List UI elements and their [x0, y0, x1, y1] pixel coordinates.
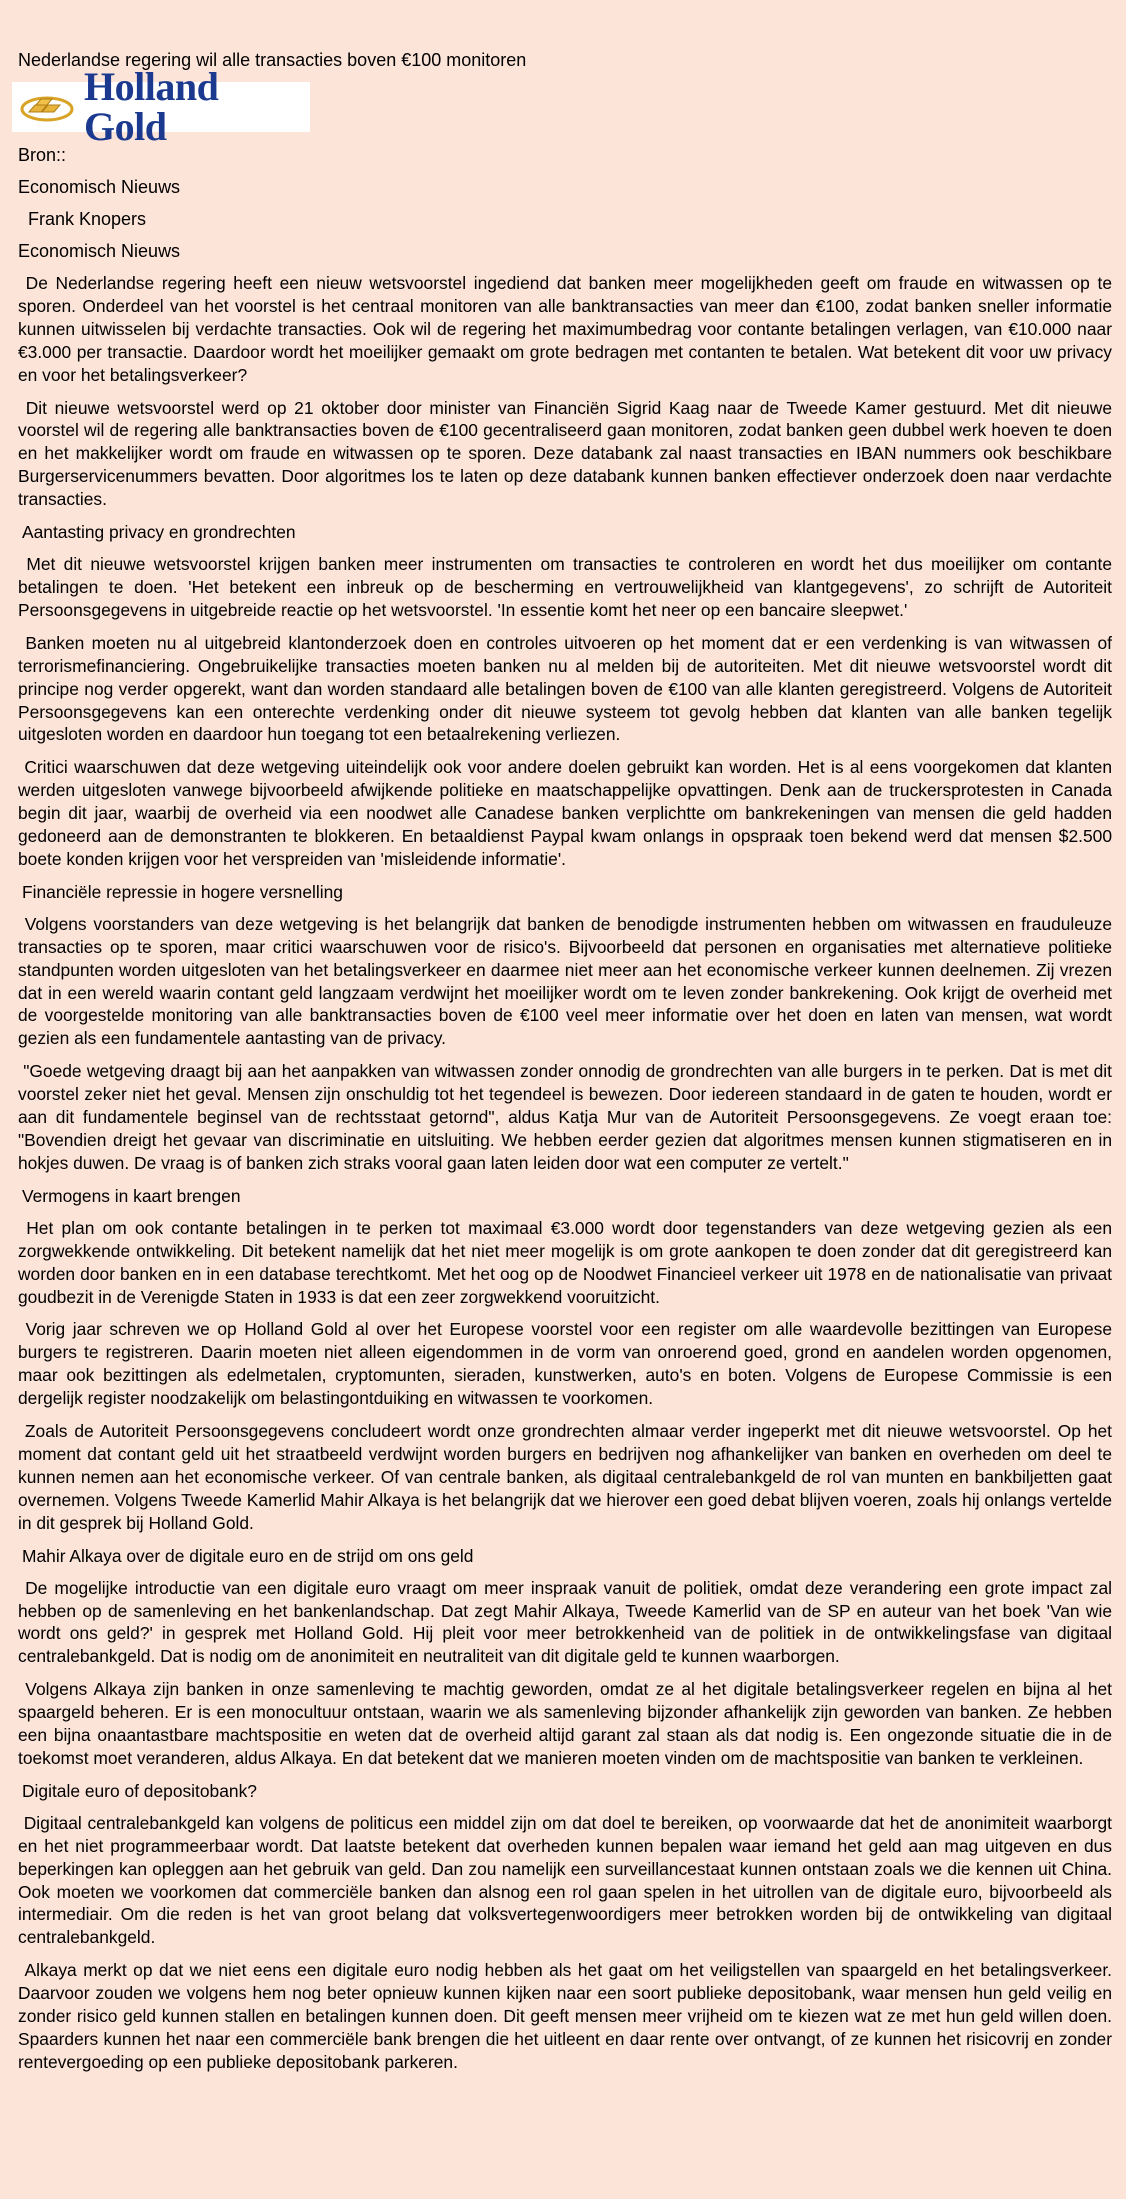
publication-name: Economisch Nieuws [18, 241, 181, 261]
source-label: Bron:: [18, 145, 67, 165]
source-name: Economisch Nieuws [18, 177, 181, 197]
section-heading: Aantasting privacy en grondrechten [22, 522, 296, 543]
holland-gold-logo [12, 64, 310, 149]
body-paragraph: Volgens voorstanders van deze wetgeving is het belangrijk dat banken de benodigde instrumenten hebben om witwassen en frauduleuze transacties op te sporen, maar critici waarschuwen voor de risico's. Bijvoorbeeld dat personen en organisaties met alternatieve politieke standpunten worden uitgesloten van het betalingsverkeer en daarmee niet meer aan het economische verkeer kunnen deelnemen. Zij vrezen dat in een wereld waarin contant geld langzaam verdwijnt het moeilijker wordt om te leven zonder bankrekening. Ook krijgt de overheid met de voorgestelde monitoring van alle banktransacties boven de €100 veel meer informatie over het doen en laten van mensen, wat wordt gezien als een fundamentele aantasting van de privacy. [18, 913, 1112, 1049]
logo-wordmark: Holland Gold [84, 64, 219, 149]
article-body [18, 272, 1112, 2074]
body-paragraph: Digitaal centralebankgeld kan volgens de politicus een middel zijn om dat doel te bereiken, op voorwaarde dat het de anonimiteit waarborgt en het niet programmeerbaar wordt. Dat laatste betekent dat overheden kunnen bepalen waar iemand het geld aan mag uitgeven en dus beperkingen kan opleggen aan het gebruik van geld. Dan zou namelijk een surveillancestaat kunnen ontstaan zoals we die kennen uit China. Ook moeten we voorkomen dat commerciële banken dan alsnog een rol gaan spelen in het uitrollen van de digitale euro, bijvoorbeeld als intermediair. Om die reden is het van groot belang dat volksvertegenwoordigers meer betrokken worden bij de ontwikkeling van digitaal centralebankgeld. [18, 1812, 1112, 1948]
body-paragraph: De Nederlandse regering heeft een nieuw wetsvoorstel ingediend dat banken meer mogelijkheden geeft om fraude en witwassen op te sporen. Onderdeel van het voorstel is het centraal monitoren van alle banktransacties van meer dan €100, zodat banken sneller informatie kunnen uitwisselen bij verdachte transacties. Ook wil de regering het maximumbedrag voor contante betalingen verlagen, van €10.000 naar €3.000 per transactie. Daardoor wordt het moeilijker gemaakt om grote bedragen met contanten te betalen. Wat betekent dit voor uw privacy en voor het betalingsverkeer? [18, 273, 1112, 385]
body-paragraph: Zoals de Autoriteit Persoonsgegevens concludeert wordt onze grondrechten almaar verder ingeperkt met dit nieuwe wetsvoorstel. Op het moment dat contant geld uit het straatbeeld verdwijnt worden burgers en bedrijven nog afhankelijker van banken en overheden om deel te kunnen nemen aan het economische verkeer. Of van centrale banken, als digitaal centralebankgeld de rol van munten en bankbiljetten gaat overnemen. Volgens Tweede Kamerlid Mahir Alkaya is het belangrijk dat we hierover een goed debat blijven voeren, zoals hij onlangs vertelde in dit gesprek bij Holland Gold. [18, 1421, 1113, 1533]
gold-bars-icon [20, 92, 74, 122]
body-paragraph: Vorig jaar schreven we op Holland Gold al over het Europese voorstel voor een register om alle waardevolle bezittingen van Europese burgers te registreren. Daarin moeten niet alleen eigendommen in de vorm van onroerend goed, grond en aandelen worden opgenomen, maar ook bezittingen als edelmetalen, cryptomunten, sieraden, kunstwerken, auto's en boten. Volgens de Europese Commissie is een dergelijk register noodzakelijk om belastingontduiking en witwassen te voorkomen. [18, 1319, 1112, 1409]
body-paragraph: De mogelijke introductie van een digitale euro vraagt om meer inspraak vanuit de politiek, omdat deze verandering een grote impact zal hebben op de samenleving en het bankenlandschap. Dat zegt Mahir Alkaya, Tweede Kamerlid van de SP en auteur van het boek 'Van wie wordt ons geld?' in gesprek met Holland Gold. Hij pleit voor meer betrokkenheid van de politiek in de ontwikkelingsfase van digitaal centralebankgeld. Dat is nodig om de anonimiteit en neutraliteit van dit digitale geld te kunnen waarborgen. [18, 1577, 1112, 1667]
body-paragraph: Met dit nieuwe wetsvoorstel krijgen banken meer instrumenten om transacties te controleren en wordt het dus moeilijker om contante betalingen te doen. 'Het betekent een inbreuk op de bescherming en vertrouwelijkheid van klantgegevens', zo schrijft de Autoriteit Persoonsgegevens in uitgebreide reactie op het wetsvoorstel. 'In essentie komt het neer op een bancaire sleepwet.' [18, 554, 1112, 620]
section-heading: Mahir Alkaya over de digitale euro en de strijd om ons geld [22, 1545, 474, 1566]
body-paragraph: Volgens Alkaya zijn banken in onze samenleving te machtig geworden, omdat ze al het digitale betalingsverkeer regelen en bijna al het spaargeld beheren. Er is een monocultuur ontstaan, waarin we als samenleving bijzonder afhankelijk zijn geworden van banken. Ze hebben een bijna onaantastbare machtspositie en weten dat de overheid altijd garant zal staan als dat nodig is. Een ongezonde situatie die in de toekomst moet veranderen, aldus Alkaya. En dat betekent dat we manieren moeten vinden om de machtspositie van banken te verkleinen. [18, 1679, 1112, 1768]
body-paragraph: "Goede wetgeving draagt bij aan het aanpakken van witwassen zonder onnodig de grondrechten van alle burgers in te perken. Dat is met dit voorstel zeker niet het geval. Mensen zijn onschuldig tot het tegendeel is bewezen. Door iedereen standaard in de gaten te houden, wordt er aan dit fundamentele beginsel van de rechtsstaat getornd", aldus Katja Mur van de Autoriteit Persoonsgegevens. Ze voegt eraan toe: "Bovendien dreigt het gevaar van discriminatie en uitsluiting. We hebben eerder gezien dat algoritmes mensen kunnen stigmatiseren en in hokjes duwen. De vraag is of banken zich straks vooral gaan laten leiden door wat een computer ze vertelt." [18, 1061, 1112, 1173]
author-name: Frank Knopers [28, 209, 147, 229]
body-paragraph: Alkaya merkt op dat we niet eens een digitale euro nodig hebben als het gaat om het veiligstellen van spaargeld en het betalingsverkeer. Daarvoor zouden we volgens hem nog beter opnieuw kunnen kijken naar een soort publieke depositobank, waar mensen hun geld veilig en zonder risico geld kunnen stallen en betalingen kunnen doen. Dit geeft mensen meer vrijheid om te kiezen wat ze met hun geld willen doen. Spaarders kunnen het naar een commerciële bank brengen die het uitleent en daar rente over ontvangt, of ze kunnen het risicovrij en zonder rentevergoeding op een publieke depositobank parkeren. [18, 1960, 1112, 2072]
article-title: Nederlandse regering wil alle transacties boven €100 monitoren [18, 50, 527, 70]
body-paragraph: Banken moeten nu al uitgebreid klantonderzoek doen en controles uitvoeren op het moment dat er een verdenking is van witwassen of terrorismefinanciering. Ongebruikelijke transacties moeten banken nu al melden bij de autoriteiten. Met dit nieuwe wetsvoorstel wordt dit principe nog verder opgerekt, want dan worden standaard alle betalingen boven de €100 van alle klanten geregistreerd. Volgens de Autoriteit Persoonsgegevens kan een onterechte verdenking onder dit nieuwe systeem tot gevolg hebben dat klanten van alle banken tegelijk uitgesloten worden en daardoor hun toegang tot een betaalrekening verliezen. [18, 632, 1112, 745]
section-heading: Digitale euro of depositobank? [22, 1780, 257, 1801]
body-paragraph: Het plan om ook contante betalingen in te perken tot maximaal €3.000 wordt door tegenstanders van deze wetgeving gezien als een zorgwekkende ontwikkeling. Dit betekent namelijk dat het niet meer mogelijk is om grote aankopen te doen zonder dat dit geregistreerd kan worden door banken en in een database terechtkomt. Met het oog op de Noodwet Financieel verkeer uit 1978 en de nationalisatie van privaat goudbezit in de Verenigde Staten in 1933 is dat een zeer zorgwekkend vooruitzicht. [18, 1217, 1112, 1307]
section-heading: Financiële repressie in hogere versnelling [22, 881, 343, 902]
body-paragraph: Dit nieuwe wetsvoorstel werd op 21 oktober door minister van Financiën Sigrid Kaag naar de Tweede Kamer gestuurd. Met dit nieuwe voorstel wil de regering alle banktransacties boven de €100 gecentraliseerd gaan monitoren, zodat banken geen dubbel werk hoeven te doen en het makkelijker wordt om fraude en witwassen op te sporen. Deze databank zal naast transacties en IBAN nummers ook beschikbare Burgerservicenummers bevatten. Door algoritmes los te laten op deze databank kunnen banken effectiever onderzoek doen naar verdachte transacties. [18, 397, 1112, 510]
body-paragraph: Critici waarschuwen dat deze wetgeving uiteindelijk ook voor andere doelen gebruikt kan worden. Het is al eens voorgekomen dat klanten werden uitgesloten vanwege bijvoorbeeld afwijkende politieke en maatschappelijke opvattingen. Denk aan de truckersprotesten in Canada begin dit jaar, waarbij de overheid via een noodwet alle Canadese banken verplichtte om bankrekeningen van mensen die geld hadden gedoneerd aan de demonstranten te blokkeren. En betaaldienst Paypal kwam onlangs in opspraak toen bekend werd dat mensen $2.500 boete konden krijgen voor het verspreiden van 'misleidende informatie'. [18, 757, 1112, 869]
section-heading: Vermogens in kaart brengen [22, 1185, 241, 1206]
